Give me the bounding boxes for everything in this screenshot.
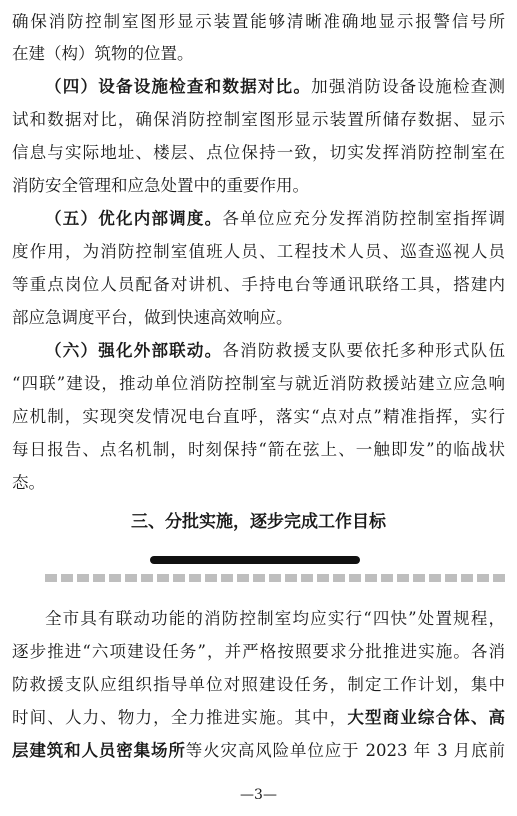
text-line: “四联”建设，推动单位消防控制室与就近消防救援站建立应急响 [12,374,505,393]
text-line: 应机制，实现突发情况电台直呼，落实“点对点”精准指挥，实行 [12,407,505,426]
text-span: 时间、人力、物力，全力推进实施。其中， [12,708,348,727]
text-line: 消防安全管理和应急处置中的重要作用。 [12,176,309,195]
text-span: 各单位应充分发挥消防控制室指挥调 [222,209,506,228]
paragraph-5-first-line [45,209,505,229]
text-line: 态。 [12,473,45,492]
text-line-with-bold [12,741,505,761]
text-span: 各消防救援支队要依托多种形式队伍 [222,341,506,360]
paragraph-6-first-line [45,341,505,361]
bold-emphasis: 层建筑和人员密集场所 [12,741,186,760]
page-number: —3— [240,787,277,803]
text-line-with-bold [12,708,505,728]
paragraph-6-heading: （六）强化外部联动。 [45,341,223,360]
text-line: 确保消防控制室图形显示装置能够清晰准确地显示报警信号所 [12,12,505,31]
text-line: 等重点岗位人员配备对讲机、手持电台等通讯联络工具，搭建内 [12,275,505,294]
paragraph-4-first-line [45,77,505,97]
text-line: 在建（构）筑物的位置。 [12,44,194,63]
paragraph-4-heading: （四）设备设施检查和数据对比。 [45,77,312,96]
section-heading: 三、分批实施，逐步完成工作目标 [131,512,386,532]
text-line: 防救援支队应组织指导单位对照建设任务，制定工作计划，集中 [12,675,505,694]
text-line: 信息与实际地址、楼层、点位保持一致，切实发挥消防控制室在 [12,143,505,162]
text-line: 全市具有联动功能的消防控制室均应实行“四快”处置规程， [45,609,505,628]
text-span: 加强消防设备设施检查测 [311,77,506,96]
text-line: 度作用，为消防控制室值班人员、工程技术人员、巡查巡视人员 [12,242,505,261]
paragraph-5-heading: （五）优化内部调度。 [45,209,223,228]
text-line: 每日报告、点名机制，时刻保持“箭在弦上、一触即发”的临战状 [12,440,505,459]
home-indicator-bar[interactable] [150,556,360,564]
text-span: 等火灾高风险单位应于 2023 年 3 月底前 [185,741,506,760]
text-line: 逐步推进“六项建设任务”，并严格按照要求分批推进实施。各消 [12,642,505,661]
text-line: 部应急调度平台，做到快速高效响应。 [12,308,293,327]
cut-off-text-line [45,574,505,582]
text-line: 试和数据对比，确保消防控制室图形显示装置所储存数据、显示 [12,110,505,129]
bold-emphasis: 大型商业综合体、高 [347,708,506,727]
